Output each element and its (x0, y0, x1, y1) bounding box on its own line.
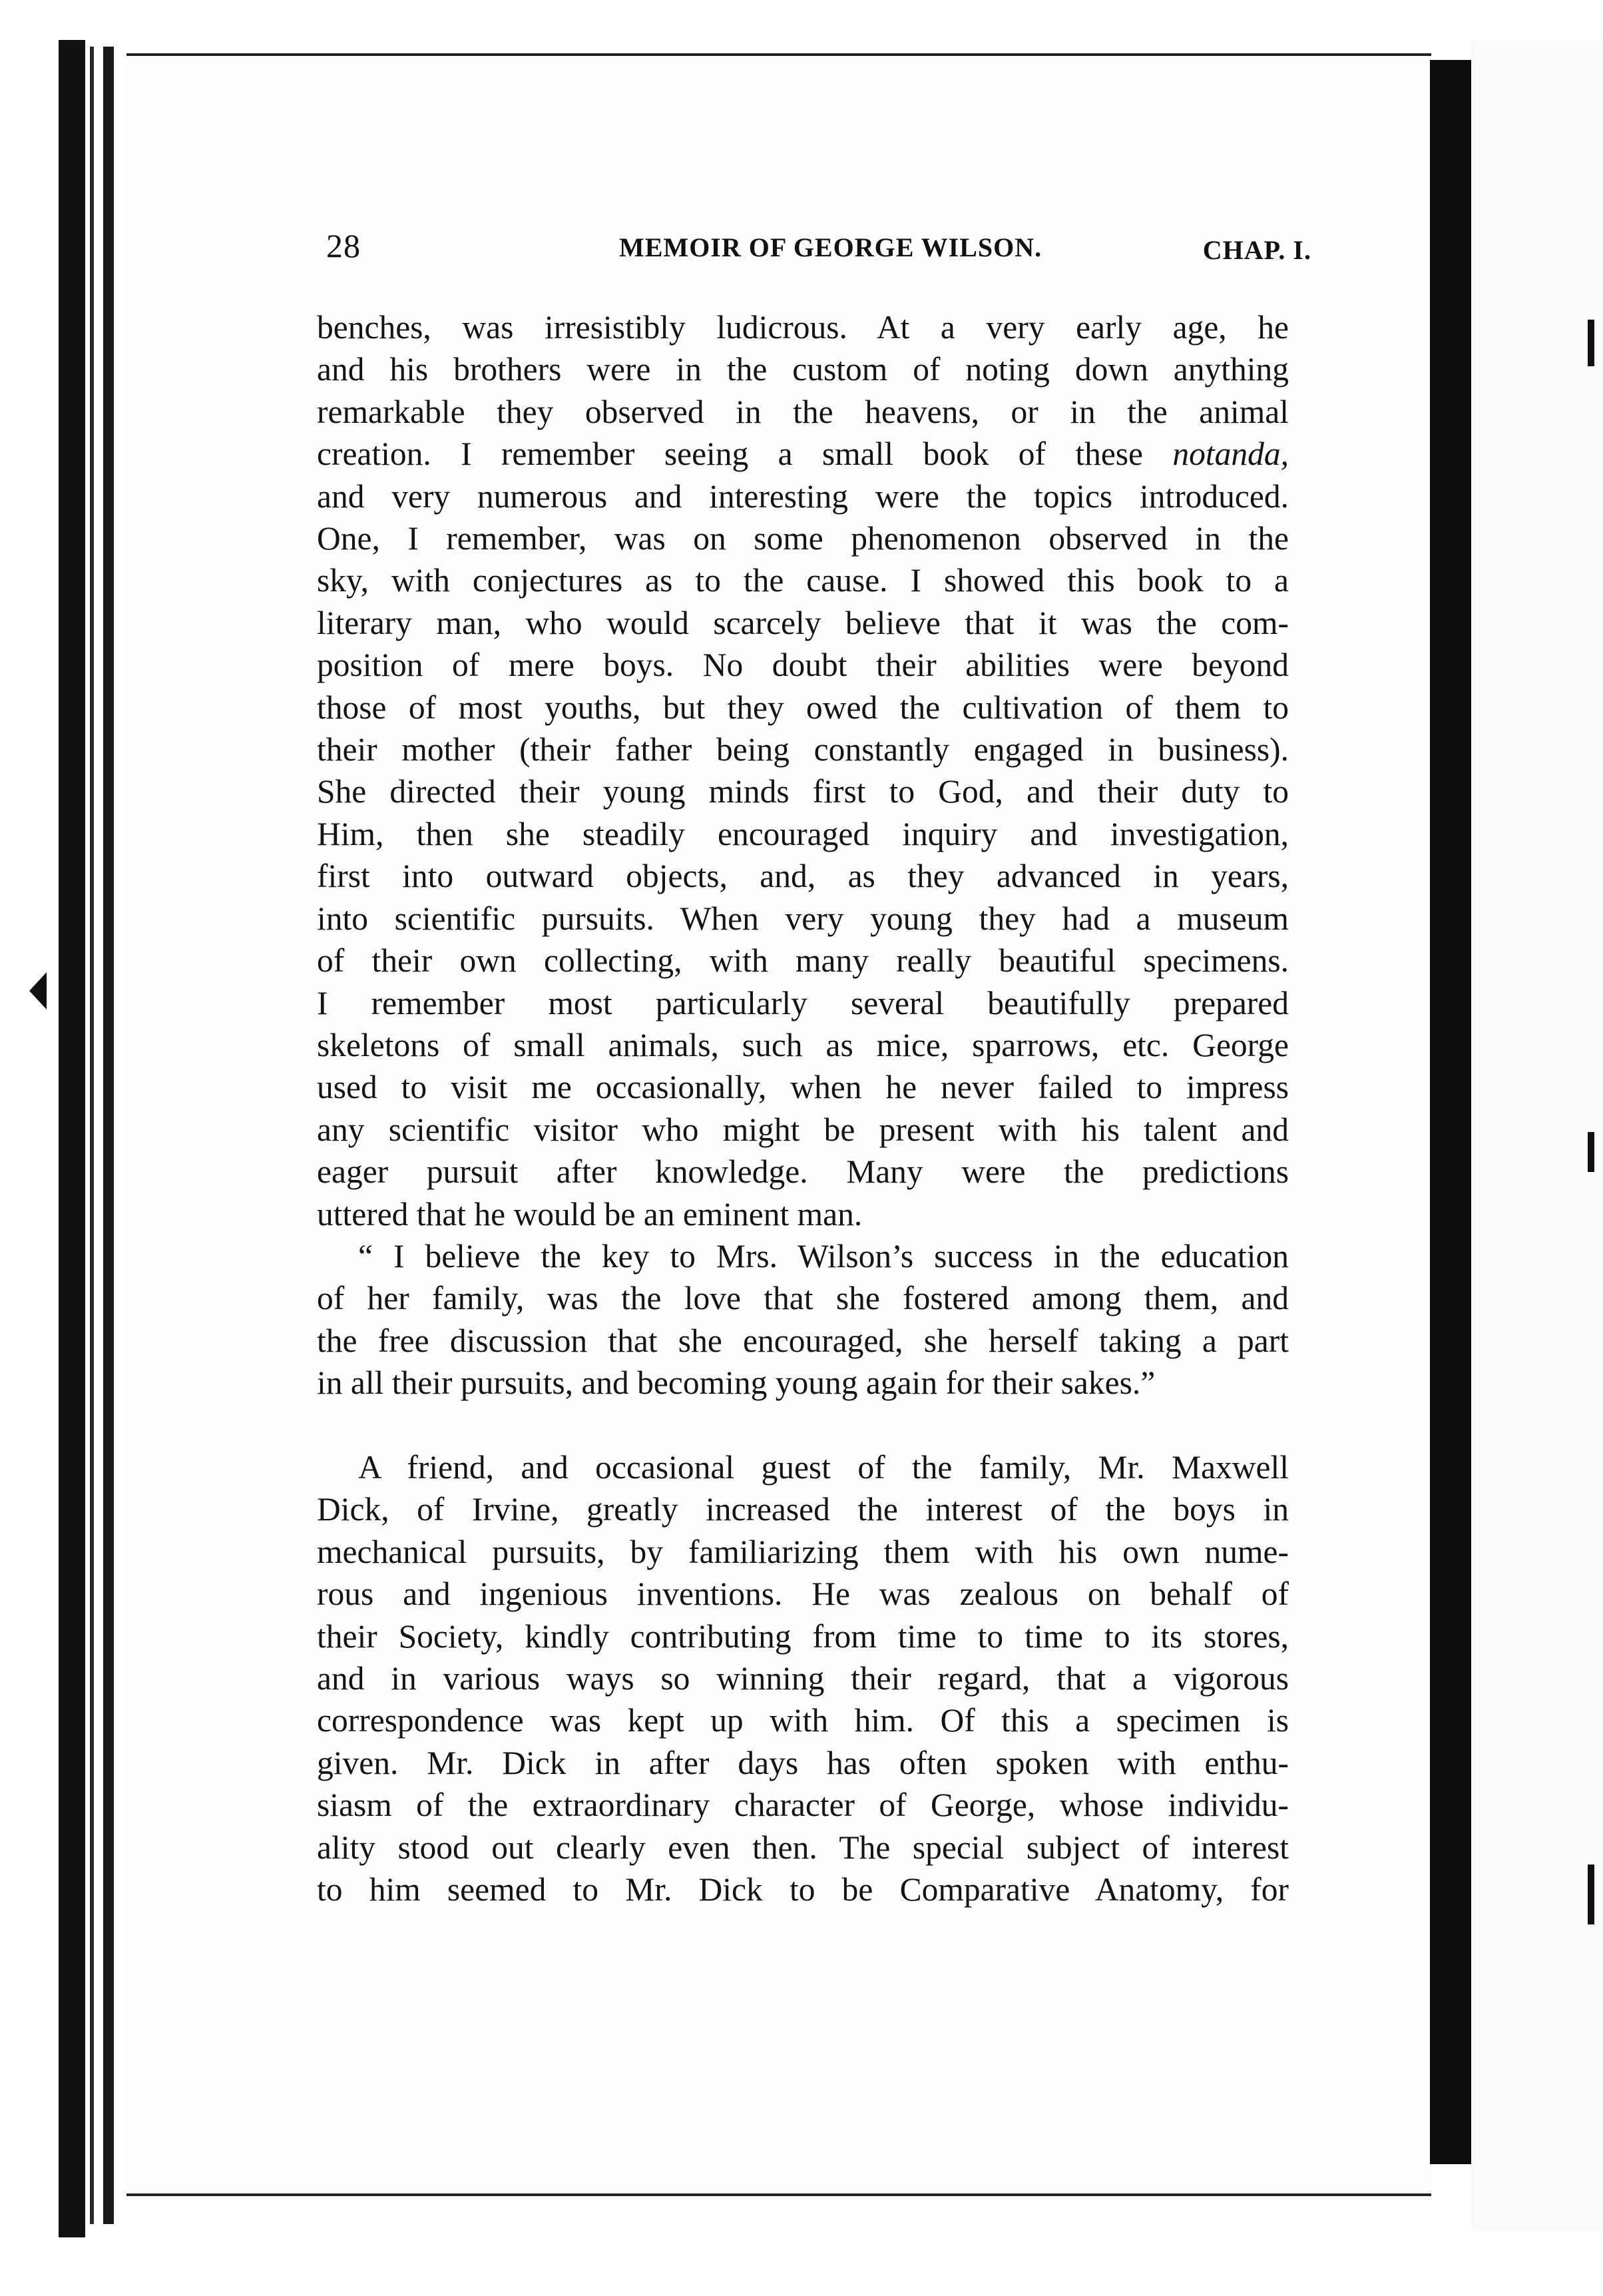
text-line: of their own collecting, with many really beautiful specimens. (317, 942, 1289, 980)
text-line: into scientific pursuits. When very young they had a museum (317, 900, 1289, 937)
text-line: their mother (their father being constantly engaged in business). (317, 731, 1289, 768)
binding-line-left (90, 47, 94, 2224)
text-line: the free discussion that she encouraged, she herself taking a part (317, 1322, 1289, 1359)
facing-page-mark (1588, 1865, 1594, 1924)
text-line: literary man, who would scarcely believe that it was the com- (317, 604, 1289, 641)
chapter-label: CHAP. I. (1202, 235, 1311, 265)
text-line: and his brothers were in the custom of noting down anything (317, 351, 1289, 388)
running-head (326, 220, 1311, 280)
text-line: mechanical pursuits, by familiarizing them with his own nume- (317, 1533, 1289, 1570)
text-line: of her family, was the love that she fostered among them, and (317, 1280, 1289, 1317)
facing-page-mark (1588, 320, 1594, 366)
text-line: siasm of the extraordinary character of George, whose individu- (317, 1787, 1289, 1824)
paragraph-gap (317, 1404, 1289, 1446)
facing-page-mark (1588, 1132, 1594, 1172)
body-text (317, 306, 1289, 1910)
text-line: “ I believe the key to Mrs. Wilson’s success in the education (358, 1237, 1289, 1275)
page-edge-marker (29, 972, 47, 1009)
text-line: given. Mr. Dick in after days has often spoken with enthu- (317, 1744, 1289, 1781)
text-line: to him seemed to Mr. Dick to be Comparative Anatomy, for (317, 1871, 1289, 1908)
running-title: MEMOIR OF GEORGE WILSON. (619, 232, 1042, 262)
text-line: rous and ingenious inventions. He was zealous on behalf of (317, 1576, 1289, 1613)
text-line: correspondence was kept up with him. Of this a specimen is (317, 1702, 1289, 1739)
text-line: One, I remember, was on some phenomenon observed in the (317, 520, 1289, 557)
text-line: I remember most particularly several beautifully prepared (317, 984, 1289, 1021)
text-segment: creation. I remember seeing a small book of these (317, 435, 1173, 473)
text-line: first into outward objects, and, as they advanced in years, (317, 858, 1289, 895)
text-line: their Society, kindly contributing from time to time to its stores, (317, 1617, 1289, 1655)
text-line: sky, with conjectures as to the cause. I showed this book to a (317, 562, 1289, 599)
text-line: position of mere boys. No doubt their abilities were beyond (317, 647, 1289, 684)
text-line: and very numerous and interesting were the topics introduced. (317, 477, 1289, 515)
facing-page-edge (1471, 40, 1603, 2231)
binding-shadow-right (1430, 60, 1471, 2164)
page-edge-left (103, 47, 114, 2224)
text-line: benches, was irresistibly ludicrous. At a very early age, he (317, 309, 1289, 346)
text-line: in all their pursuits, and becoming young again for their sakes.” (317, 1364, 1156, 1402)
text-line: eager pursuit after knowledge. Many were the predictions (317, 1153, 1289, 1191)
text-line: remarkable they observed in the heavens, or in the animal (317, 393, 1289, 430)
italic-word: notanda, (1172, 435, 1289, 473)
text-line: any scientific visitor who might be present with his talent and (317, 1111, 1289, 1148)
binding-shadow-left (59, 40, 85, 2237)
text-line: ality stood out clearly even then. The special subject of interest (317, 1829, 1289, 1866)
text-line: used to visit me occasionally, when he never failed to impress (317, 1069, 1289, 1106)
text-line: those of most youths, but they owed the cultivation of them to (317, 689, 1289, 726)
text-line: Him, then she steadily encouraged inquiry and investigation, (317, 815, 1289, 852)
page-number: 28 (326, 227, 361, 264)
text-line: uttered that he would be an eminent man. (317, 1195, 863, 1233)
text-line: Dick, of Irvine, greatly increased the interest of the boys in (317, 1491, 1289, 1528)
text-line: skeletons of small animals, such as mice, sparrows, etc. George (317, 1026, 1289, 1063)
text-line (317, 433, 1289, 475)
text-line: She directed their young minds first to God, and their duty to (317, 773, 1289, 810)
text-line: and in various ways so winning their regard, that a vigorous (317, 1659, 1289, 1697)
text-line: A friend, and occasional guest of the family, Mr. Maxwell (358, 1448, 1289, 1486)
